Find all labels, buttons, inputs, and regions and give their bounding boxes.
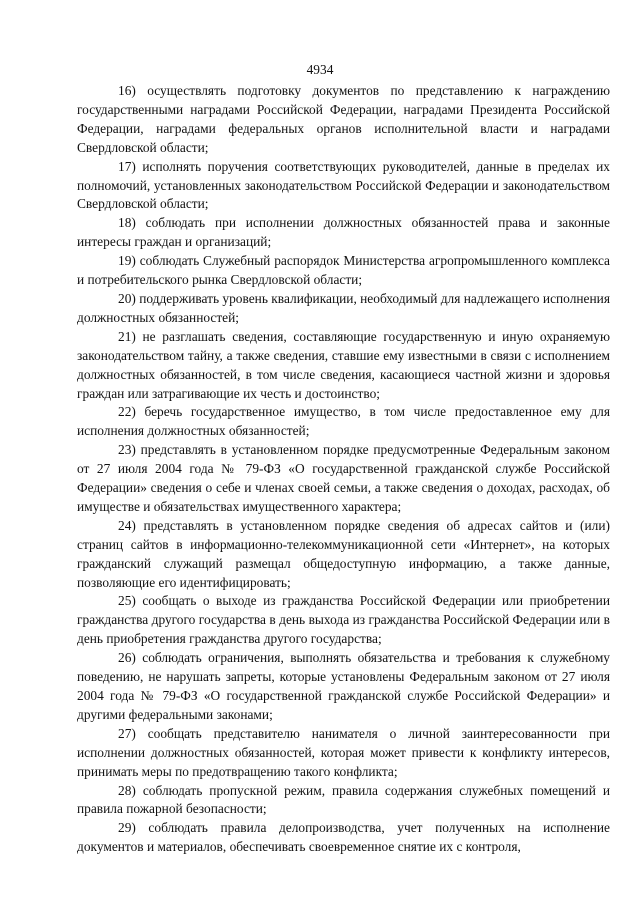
page-number: 4934 xyxy=(306,62,334,77)
paragraph-item-21: 21) не разглашать сведения, составляющие государственную и иную охраняемую законодательством тайну, а также сведения, ставшие ему известными в связи с исполнением должностных обязанностей, в том числе сведения, касающиеся частной жизни и здоровья граждан или затрагивающие их честь и достоинство; xyxy=(77,328,610,401)
paragraph-item-18: 18) соблюдать при исполнении должностных обязанностей права и законные интересы граждан и организаций; xyxy=(77,215,610,250)
document-body xyxy=(77,82,610,857)
paragraph-item-22: 22) беречь государственное имущество, в том числе предоставленное ему для исполнения должностных обязанностей; xyxy=(77,404,610,439)
paragraph-item-27: 27) сообщать представителю нанимателя о личной заинтересованности при исполнении должностных обязанностей, которая может привести к конфликту интересов, принимать меры по предотвращению такого конфликта; xyxy=(77,725,610,779)
paragraph-item-24: 24) представлять в установленном порядке сведения об адресах сайтов и (или) страниц сайтов в информационно-телекоммуникационной сети «Интернет», на которых гражданский служащий размещал общедоступную информацию, а также данные, позволяющие его идентифицировать; xyxy=(77,517,610,590)
paragraph-item-19: 19) соблюдать Служебный распорядок Министерства агропромышленного комплекса и потребительского рынка Свердловской области; xyxy=(77,253,610,288)
paragraph-item-16: 16) осуществлять подготовку документов по представлению к награждению государственными наградами Российской Федерации, наградами Президента Российской Федерации, наградами федеральных органов исполнительной власти и наградами Свердловской области; xyxy=(77,83,610,155)
paragraph-item-26: 26) соблюдать ограничения, выполнять обязательства и требования к служебному поведению, не нарушать запреты, которые установлены Федеральным законом от 27 июля 2004 года № 79-ФЗ «О государственной гражданской службе Российской Федерации» и другими федеральными законами; xyxy=(77,650,610,722)
paragraph-item-23: 23) представлять в установленном порядке предусмотренные Федеральным законом от 27 июля 2004 года № 79-ФЗ «О государственной гражданской службе Российской Федерации» сведения о себе и членах своей семьи, а также сведения о доходах, расходах, об имуществе и обязательствах имущественного характера; xyxy=(77,442,610,514)
paragraph-item-29: 29) соблюдать правила делопроизводства, учет полученных на исполнение документов и материалов, обеспечивать своевременное снятие их с контроля, xyxy=(77,820,610,855)
paragraph-item-17: 17) исполнять поручения соответствующих руководителей, данные в пределах их полномочий, установленных законодательством Российской Федерации и законодательством Свердловской области; xyxy=(77,158,610,212)
paragraph-item-20: 20) поддерживать уровень квалификации, необходимый для надлежащего исполнения должностных обязанностей; xyxy=(77,290,610,325)
paragraph-item-28: 28) соблюдать пропускной режим, правила содержания служебных помещений и правила пожарной безопасности; xyxy=(77,782,610,817)
paragraph-item-25: 25) сообщать о выходе из гражданства Российской Федерации или приобретении гражданства другого государства в день выхода из гражданства Российской Федерации или в день приобретения гражданства другого государства; xyxy=(77,593,610,647)
